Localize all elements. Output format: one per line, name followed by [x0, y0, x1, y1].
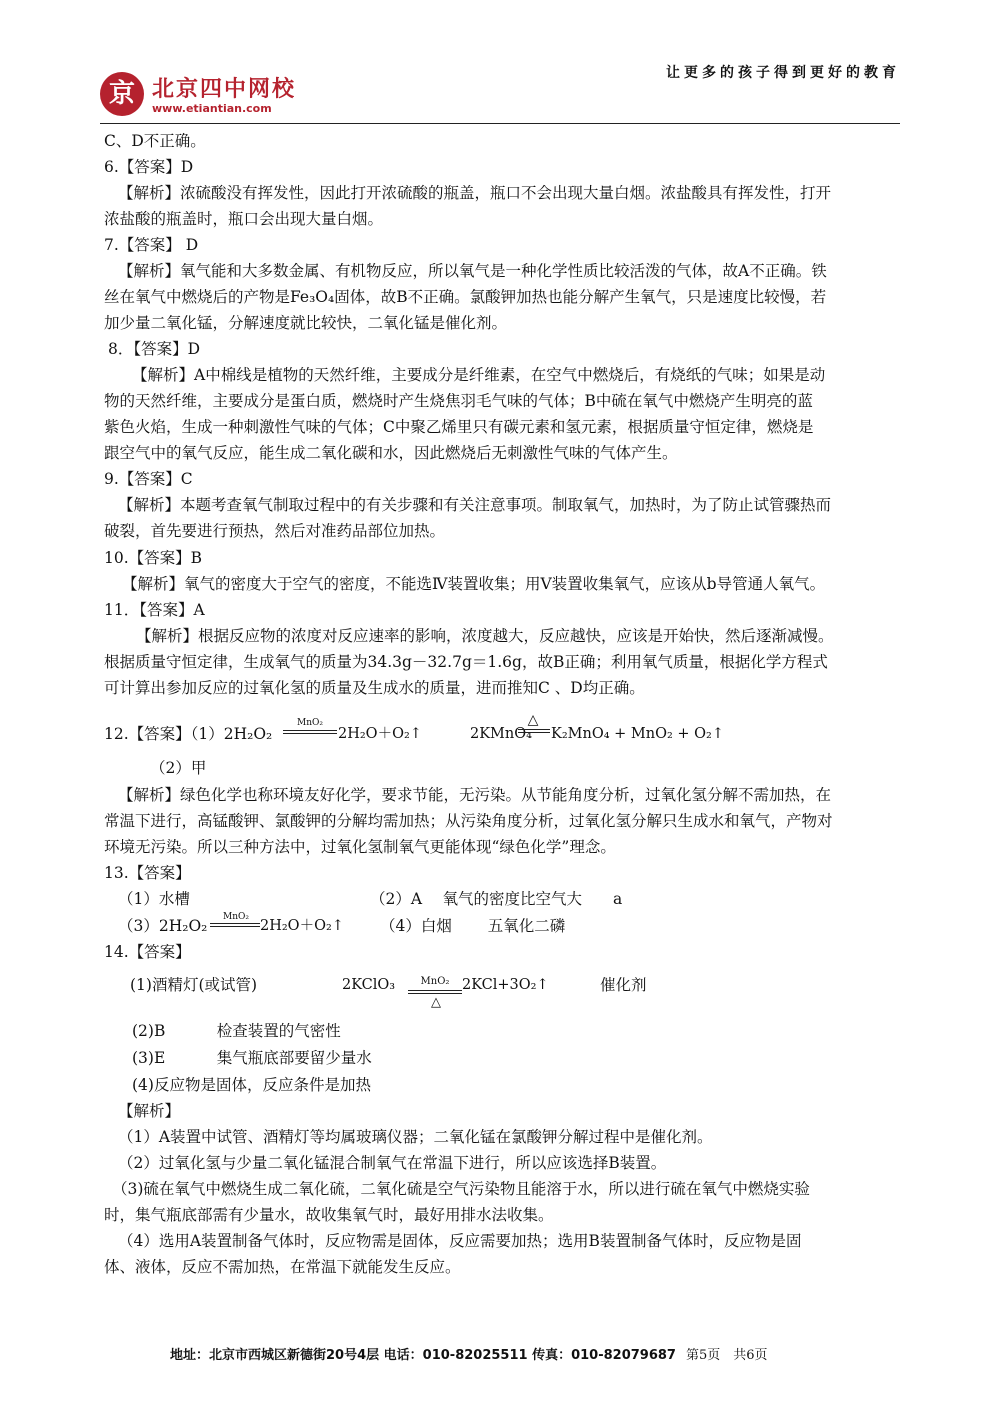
text-line: 破裂，首先要进行预热，然后对准药品部位加热。	[104, 522, 446, 540]
answer-line: （3）2H₂O₂	[118, 917, 208, 935]
answer-8: 8．【答案】D	[108, 340, 201, 358]
equation-bar	[210, 926, 260, 927]
equation-bar	[518, 732, 550, 733]
equation-bar	[210, 923, 260, 924]
answer-14: 14.【答案】	[104, 943, 191, 961]
text-line: 根据质量守恒定律，生成氧气的质量为34.3g－32.7g＝1.6g，故B正确；利用氧气质量，根据化学方程式	[104, 653, 828, 671]
answer-line: （2）A 氧气的密度比空气大 a	[370, 890, 623, 908]
answer-9: 9.【答案】C	[104, 470, 193, 488]
answer-6: 6.【答案】D	[104, 158, 194, 176]
heat-symbol-icon: △	[527, 712, 539, 728]
catalyst-label: MnO₂	[297, 718, 323, 728]
text-line: 环境无污染。所以三种方法中，过氧化氢制氧气更能体现“绿色化学”理念。	[104, 838, 616, 856]
answer-line: （4）白烟 五氧化二磷	[380, 917, 566, 935]
analysis-line: （3)硫在氧气中燃烧生成二氧化硫，二氧化硫是空气污染物且能溶于水，所以进行硫在氧气中燃烧实验	[112, 1180, 810, 1198]
equation-bar	[408, 993, 462, 994]
text-line: 丝在氧气中燃烧后的产物是Fe₃O₄固体，故B不正确。氯酸钾加热也能分解产生氧气，只是速度比较慢，若	[104, 288, 827, 306]
equation-bar	[408, 990, 462, 991]
text-line: 体、液体，反应不需加热，在常温下就能发生反应。	[104, 1258, 461, 1276]
answer-line: （2）甲	[150, 759, 207, 777]
answer-7: 7.【答案】 D	[104, 236, 199, 254]
text-line: 可计算出参加反应的过氧化氢的质量及生成水的质量，进而推知C 、D均正确。	[104, 679, 645, 697]
header-slogan: 让更多的孩子得到更好的教育	[666, 65, 900, 81]
logo-url: www.etiantian.com	[152, 102, 272, 115]
heat-symbol-icon: △	[431, 995, 441, 1010]
answer-10: 10.【答案】B	[104, 549, 203, 567]
answer-12: 12.【答案】（1）2H₂O₂	[104, 725, 273, 743]
catalyst-label: MnO₂	[223, 912, 249, 922]
header-divider	[100, 123, 900, 124]
text-line: 常温下进行，高锰酸钾、氯酸钾的分解均需加热；从污染角度分析，过氧化氢分解只生成水和氧气，产物对	[104, 812, 833, 830]
footer-address: 地址：北京市西城区新德街20号4层 电话：010-82025511 传真：010-82079687	[170, 1348, 676, 1363]
equation-product: 2KCl+3O₂↑	[462, 977, 549, 993]
text-line: 加少量二氧化锰，分解速度就比较快，二氧化锰是催化剂。	[104, 314, 508, 332]
analysis-line: 【解析】根据反应物的浓度对反应速率的影响，浓度越大，反应越快，应该是开始快，然后逐渐减慢。	[136, 627, 834, 645]
answer-line: (2)B 检查装置的气密性	[132, 1022, 341, 1040]
analysis-line: 【解析】本题考查氧气制取过程中的有关步骤和有关注意事项。制取氧气，加热时，为了防止试管骤热而	[118, 496, 832, 514]
analysis-line: 【解析】绿色化学也称环境友好化学，要求节能，无污染。从节能角度分析，过氧化氢分解不需加热，在	[118, 786, 832, 804]
equation-product: 2H₂O＋O₂↑	[260, 918, 344, 934]
analysis-line: （2）过氧化氢与少量二氧化锰混合制氧气在常温下进行，所以应该选择B装置。	[118, 1154, 667, 1172]
equation-reactant: 2KMnO₄	[470, 726, 532, 742]
answer-11: 11．【答案】A	[104, 601, 205, 619]
school-logo	[100, 72, 360, 122]
analysis-line: 【解析】A中棉线是植物的天然纤维，主要成分是纤维素，在空气中燃烧后，有烧纸的气味；如果是动	[132, 366, 826, 384]
text-line: 时，集气瓶底部需有少量水，故收集氧气时，最好用排水法收集。	[104, 1206, 554, 1224]
answer-line: (1)酒精灯(或试管)	[130, 976, 258, 994]
text-line: 浓盐酸的瓶盖时，瓶口会出现大量白烟。	[104, 210, 384, 228]
catalyst-label: MnO₂	[420, 976, 450, 987]
answer-line: （1）水槽	[118, 890, 190, 908]
answer-line: (4)反应物是固体，反应条件是加热	[132, 1076, 371, 1094]
page-number: 第5页 共6页	[685, 1348, 768, 1363]
analysis-line: （1）A装置中试管、酒精灯等均属玻璃仪器；二氧化锰在氯酸钾分解过程中是催化剂。	[118, 1128, 713, 1146]
analysis-heading: 【解析】	[118, 1102, 181, 1120]
answer-line: (3)E 集气瓶底部要留少量水	[132, 1049, 372, 1067]
text-line: 紫色火焰，生成一种刺激性气味的气体；C中聚乙烯里只有碳元素和氢元素，根据质量守恒定律，燃烧是	[104, 418, 814, 436]
text-line: 物的天然纤维，主要成分是蛋白质，燃烧时产生烧焦羽毛气味的气体；B中硫在氧气中燃烧产生明亮的蓝	[104, 392, 813, 410]
equation-bar	[283, 733, 337, 734]
page-footer	[170, 1344, 768, 1363]
analysis-line: （4）选用A装置制备气体时，反应物需是固体，反应需要加热；选用B装置制备气体时，反应物是固	[118, 1232, 802, 1250]
analysis-line: 【解析】浓硫酸没有挥发性，因此打开浓硫酸的瓶盖，瓶口不会出现大量白烟。浓盐酸具有挥发性，打开	[118, 184, 832, 202]
analysis-line: 【解析】氧气能和大多数金属、有机物反应，所以氧气是一种化学性质比较活泼的气体，故A不正确。铁	[118, 262, 827, 280]
logo-name: 北京四中网校	[152, 77, 297, 102]
equation-product: 2H₂O＋O₂↑	[338, 726, 422, 742]
logo-emblem-icon: 京	[100, 72, 144, 116]
answer-13: 13.【答案】	[104, 864, 191, 882]
equation-product: K₂MnO₄ + MnO₂ + O₂↑	[551, 726, 725, 742]
analysis-line: 【解析】氧气的密度大于空气的密度，不能选Ⅳ装置收集；用Ⅴ装置收集氧气，应该从b导管通人氧气。	[122, 575, 826, 593]
answer-line: 催化剂	[600, 976, 647, 994]
text-line: C、D不正确。	[104, 132, 206, 150]
equation-bar	[283, 730, 337, 731]
equation-bar	[518, 729, 550, 730]
text-line: 跟空气中的氧气反应，能生成二氧化碳和水，因此燃烧后无刺激性气味的气体产生。	[104, 444, 678, 462]
equation-reactant: 2KClO₃	[342, 977, 396, 993]
